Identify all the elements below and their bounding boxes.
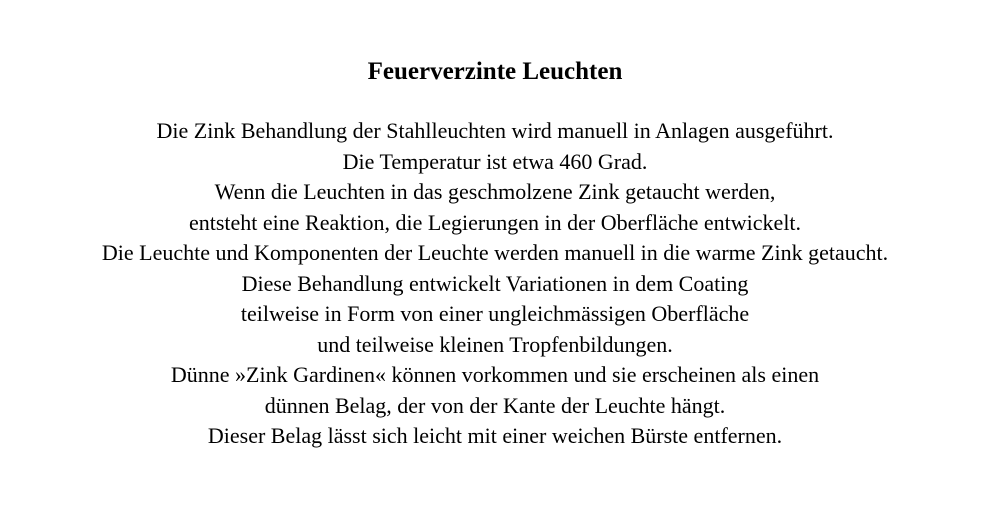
body-line: Die Temperatur ist etwa 460 Grad. [342, 148, 648, 174]
body-line: Die Zink Behandlung der Stahlleuchten wird manuell in Anlagen ausgeführt. [156, 118, 834, 143]
body-line: Wenn die Leuchten in das geschmolzene Zink getaucht werden, [214, 179, 776, 204]
body-line: entsteht eine Reaktion, die Legierungen in der Oberfläche entwickelt. [188, 209, 802, 235]
body-line: Dünne »Zink Gardinen« können vorkommen und sie erscheinen als einen [170, 362, 820, 387]
body-line: Die Leuchte und Komponenten der Leuchte werden manuell in die warme Zink getaucht. [101, 240, 889, 265]
body-line: Diese Behandlung entwickelt Variationen in dem Coating [241, 270, 749, 296]
body-line: Dieser Belag lässt sich leicht mit einer weichen Bürste entfernen. [207, 423, 783, 448]
body-line: teilweise in Form von einer ungleichmässigen Oberfläche [240, 301, 750, 326]
body-line: dünnen Belag, der von der Kante der Leuchte hängt. [264, 392, 726, 418]
document-title: Feuerverzinte Leuchten [367, 58, 623, 85]
body-line: und teilweise kleinen Tropfenbildungen. [317, 331, 673, 357]
document-body [0, 116, 990, 452]
